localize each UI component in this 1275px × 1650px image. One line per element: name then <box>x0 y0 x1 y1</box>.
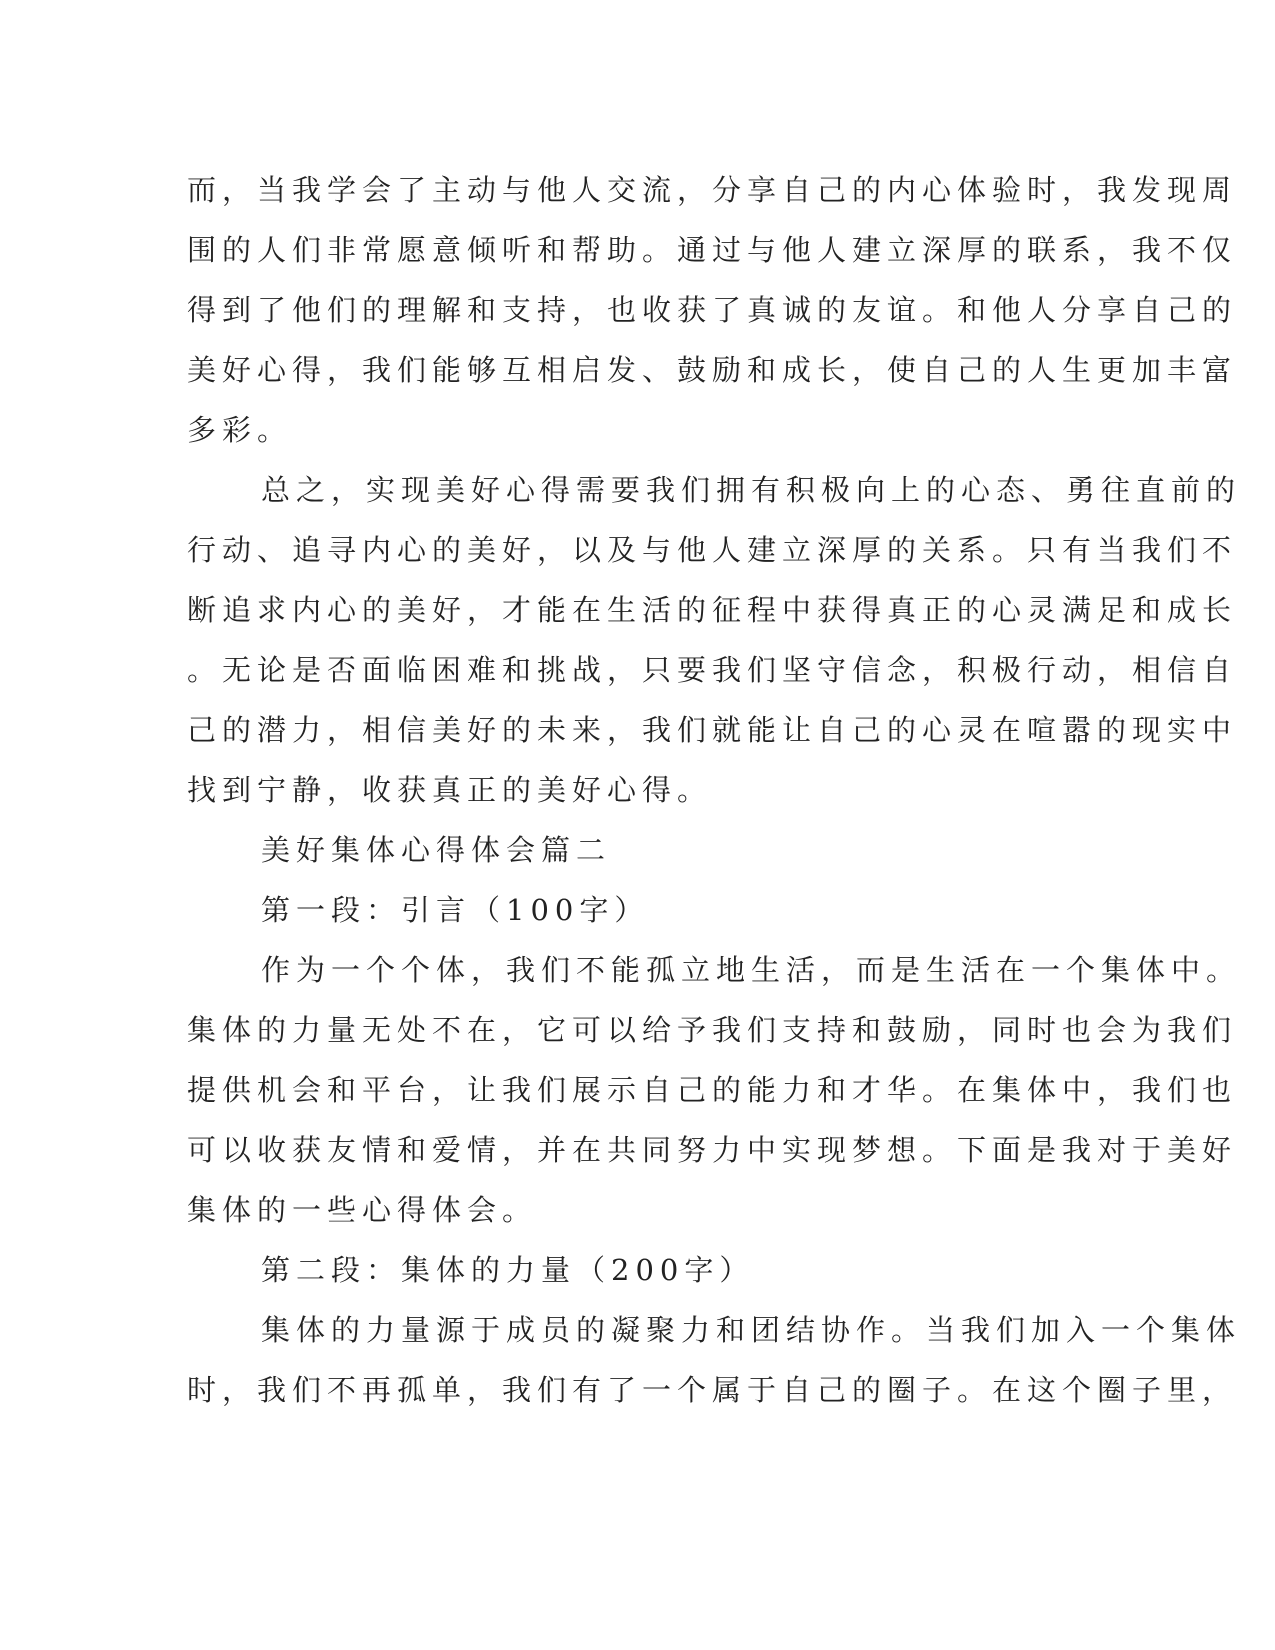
text-line: 多彩。 <box>187 413 293 447</box>
text-line: 第一段：引言（100字） <box>261 893 650 927</box>
text-line: 得到了他们的理解和支持，也收获了真诚的友谊。和他人分享自己的 <box>187 293 1238 327</box>
text-line: 美好集体心得体会篇二 <box>261 833 612 867</box>
text-line: 找到宁静，收获真正的美好心得。 <box>187 773 713 807</box>
text-line: 美好心得，我们能够互相启发、鼓励和成长，使自己的人生更加丰富 <box>187 353 1238 387</box>
text-line: 集体的力量源于成员的凝聚力和团结协作。当我们加入一个集体 <box>261 1313 1242 1347</box>
text-line: 断追求内心的美好，才能在生活的征程中获得真正的心灵满足和成长 <box>187 593 1238 627</box>
text-line: 己的潜力，相信美好的未来，我们就能让自己的心灵在喧嚣的现实中 <box>187 713 1238 747</box>
text-line: 围的人们非常愿意倾听和帮助。通过与他人建立深厚的联系，我不仅 <box>187 233 1238 267</box>
text-line: 集体的一些心得体会。 <box>187 1193 538 1227</box>
text-line: 可以收获友情和爱情，并在共同努力中实现梦想。下面是我对于美好 <box>187 1133 1238 1167</box>
document-body <box>187 160 1242 1420</box>
text-line: 第二段：集体的力量（200字） <box>261 1253 755 1287</box>
text-line: 作为一个个体，我们不能孤立地生活，而是生活在一个集体中。 <box>261 953 1242 987</box>
text-line: 集体的力量无处不在，它可以给予我们支持和鼓励，同时也会为我们 <box>187 1013 1238 1047</box>
text-line: 而，当我学会了主动与他人交流，分享自己的内心体验时，我发现周 <box>187 173 1238 207</box>
text-line: 。无论是否面临困难和挑战，只要我们坚守信念，积极行动，相信自 <box>187 653 1238 687</box>
text-line: 行动、追寻内心的美好，以及与他人建立深厚的关系。只有当我们不 <box>187 533 1238 567</box>
text-line: 提供机会和平台，让我们展示自己的能力和才华。在集体中，我们也 <box>187 1073 1238 1107</box>
text-line: 时，我们不再孤单，我们有了一个属于自己的圈子。在这个圈子里， <box>187 1373 1238 1407</box>
text-line: 总之，实现美好心得需要我们拥有积极向上的心态、勇往直前的 <box>261 473 1242 507</box>
